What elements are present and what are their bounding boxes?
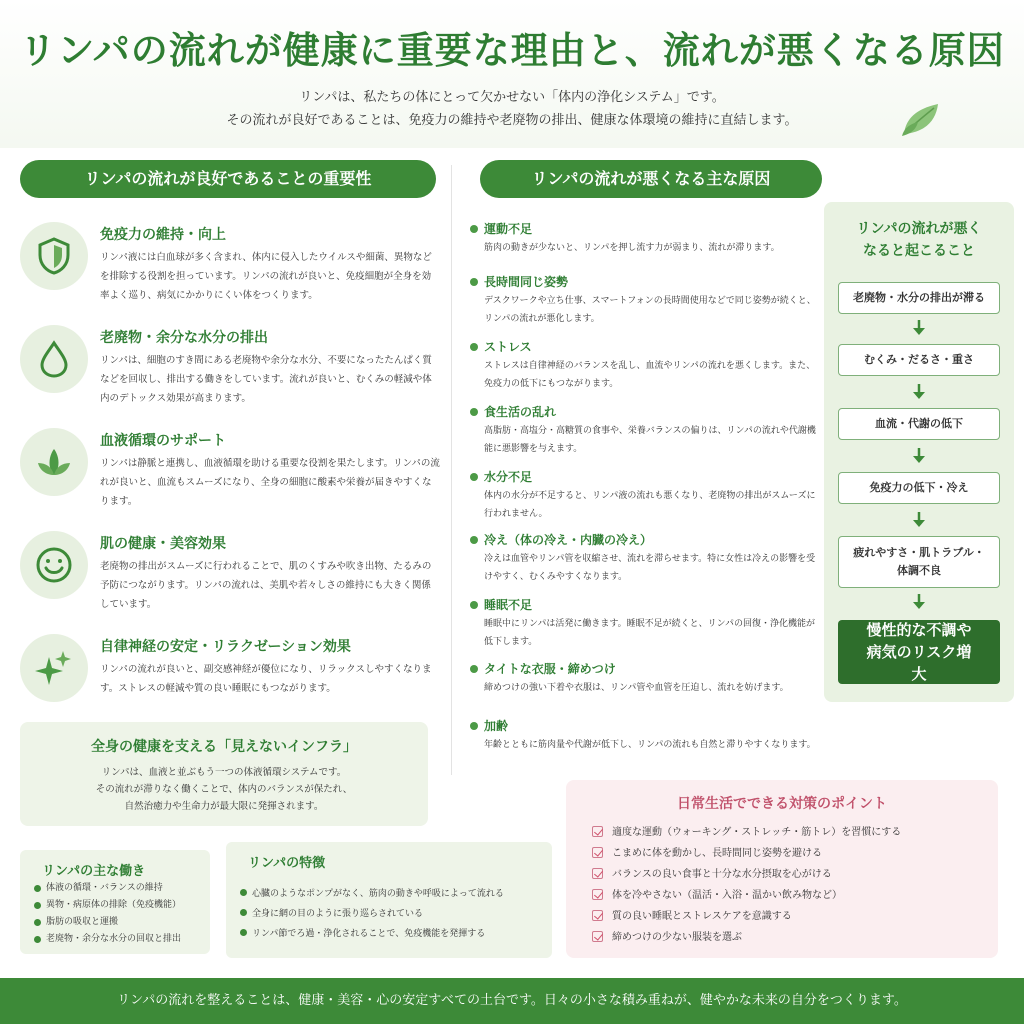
checkbox-icon [592,868,603,879]
tips-title: 日常生活でできる対策のポイント [677,796,887,812]
page-title: リンパの流れが健康に重要な理由と、流れが悪くなる原因 [19,28,1005,72]
flow-step: 免疫力の低下・冷え [838,472,1000,504]
benefit-item [20,222,440,312]
cause-desc: デスクワークや立ち仕事、スマートフォンの長時間使用などで同じ姿勢が続くと、リンパの流れが悪化します。 [484,296,816,324]
benefit-title: 自律神経の安定・リラクゼーション効果 [100,639,351,655]
cause-desc: 睡眠中にリンパは活発に働きます。睡眠不足が続くと、リンパの回復・浄化機能が低下します。 [484,619,816,647]
list-item: 脂肪の吸収と運搬 [34,914,181,931]
tip-item [592,906,901,927]
checkbox-icon [592,910,603,921]
tip-item [592,885,901,906]
infra-desc [20,764,428,815]
bullet-dot [470,536,478,544]
benefit-item [20,531,440,621]
cause-title: タイトな衣服・締めつけ [484,662,616,676]
leaf-icon [20,428,88,496]
sparkle-icon [20,634,88,702]
cause-title: ストレス [484,340,532,354]
cause-title: 運動不足 [484,222,533,236]
cause-title: 食生活の乱れ [484,405,557,419]
arrow-down-icon [912,594,926,610]
cause-desc: 体内の水分が不足すると、リンパ液の流れも悪くなり、老廃物の排出がスムーズに行われません。 [484,491,816,519]
list-item: 異物・病原体の排除（免疫機能） [34,897,181,914]
intro-line-2: その流れが良好であることは、免疫力の維持や老廃物の排出、健康な体環境の維持に直結します。 [226,113,798,128]
tip-text: バランスの良い食事と十分な水分摂取を心がける [612,869,832,880]
intro-text [0,86,1024,132]
bullet-dot [470,665,478,673]
smile-icon [20,531,88,599]
checkbox-icon [592,847,603,858]
list-item: 老廃物・余分な水分の回収と排出 [34,931,181,948]
arrow-down-icon [912,320,926,336]
benefit-desc: 老廃物の排出がスムーズに行われることで、肌のくすみや吹き出物、たるみの予防につながります。リンパの流れは、美肌や若々しさの維持にも大きく関係しています。 [100,561,432,610]
benefit-title: 血液循環のサポート [100,433,226,449]
tips-box [566,780,998,958]
column-divider [451,165,452,775]
tip-item [592,843,901,864]
infra-box [20,722,428,826]
list-item: 体液の循環・バランスの維持 [34,880,181,897]
tip-item [592,822,901,843]
arrow-down-icon [912,512,926,528]
infra-title: 全身の健康を支える「見えないインフラ」 [91,739,357,755]
cause-desc: 締めつけの強い下着や衣服は、リンパ管や血管を圧迫し、流れを妨げます。 [484,683,789,693]
cause-desc: 冷えは血管やリンパ管を収縮させ、流れを滞らせます。特に女性は冷えの影響を受けやすく、むくみやすくなります。 [484,554,816,582]
tip-item [592,927,901,948]
benefit-desc: リンパの流れが良いと、副交感神経が優位になり、リラックスしやすくなります。ストレスの軽減や質の良い睡眠にもつながります。 [100,664,432,694]
tip-text: 体を冷やさない（温活・入浴・温かい飲み物など） [612,890,842,901]
bullet-dot [470,278,478,286]
cause-desc: 年齢とともに筋肉量や代謝が低下し、リンパの流れも自然と滞りやすくなります。 [484,740,816,750]
lymph-features-box [226,842,552,958]
footer-banner: リンパの流れを整えることは、健康・美容・心の安定すべての土台です。日々の小さな積み重ねが、健やかな未来の自分をつくります。 [0,978,1024,1024]
infra-line: リンパは、血液と並ぶもう一つの体液循環システムです。 [101,767,347,778]
functions-title: リンパの主な働き [42,864,146,879]
checkbox-icon [592,889,603,900]
features-list [240,884,504,944]
benefit-item [20,325,440,415]
tip-text: 適度な運動（ウォーキング・ストレッチ・筋トレ）を習慣にする [612,827,902,838]
list-item: リンパ節でろ過・浄化されることで、免疫機能を発揮する [240,924,504,944]
features-title: リンパの特徴 [248,856,326,871]
infra-line: 自然治癒力や生命力が最大限に発揮されます。 [124,801,324,812]
benefit-desc: リンパ液には白血球が多く含まれ、体内に侵入したウイルスや細菌、異物などを排除する役割を担っています。リンパの流れが良いと、免疫細胞が全身を効率よく巡り、病気にかかりにくい体をつくります。 [100,252,432,301]
flow-final-outcome: 慢性的な不調や病気のリスク増大 [838,620,1000,684]
consequence-flow-panel [824,202,1014,702]
flow-step: 血流・代謝の低下 [838,408,1000,440]
benefit-title: 免疫力の維持・向上 [100,227,226,243]
water-drop-icon [20,325,88,393]
benefit-title: 肌の健康・美容効果 [100,536,226,552]
cause-desc: 筋肉の動きが少ないと、リンパを押し流す力が弱まり、流れが滞ります。 [484,243,780,253]
cause-title: 冷え（体の冷え・内臓の冷え） [484,533,653,547]
tip-text: こまめに体を動かし、長時間同じ姿勢を避ける [612,848,822,859]
bullet-dot [470,225,478,233]
benefit-title: 老廃物・余分な水分の排出 [100,330,268,346]
benefit-item [20,428,440,518]
functions-list [34,880,181,948]
cause-desc: 高脂肪・高塩分・高糖質の食事や、栄養バランスの偏りは、リンパの流れや代謝機能に悪影響を与えます。 [484,426,816,454]
bullet-dot [470,601,478,609]
leaf-decoration-icon [900,98,942,138]
cause-title: 加齢 [484,719,509,733]
causes-heading: リンパの流れが悪くなる主な原因 [480,160,822,198]
shield-icon [20,222,88,290]
importance-heading: リンパの流れが良好であることの重要性 [20,160,436,198]
infra-line: その流れが滞りなく働くことで、体内のバランスが保たれ、 [95,784,353,795]
list-item: 心臓のようなポンプがなく、筋肉の動きや呼吸によって流れる [240,884,504,904]
tip-text: 質の良い睡眠とストレスケアを意識する [612,911,792,922]
flow-step: むくみ・だるさ・重さ [838,344,1000,376]
bullet-dot [470,343,478,351]
tips-list [592,822,901,948]
cause-title: 長時間同じ姿勢 [484,275,569,289]
benefit-item [20,634,440,714]
checkbox-icon [592,826,603,837]
tip-text: 締めつけの少ない服装を選ぶ [612,932,742,943]
cause-title: 水分不足 [484,470,533,484]
intro-line-1: リンパは、私たちの体にとって欠かせない「体内の浄化システム」です。 [299,90,725,105]
benefit-desc: リンパは、細胞のすき間にある老廃物や余分な水分、不要になったたんぱく質などを回収し、排出する働きをしています。流れが良いと、むくみの軽減や体内のデトックス効果が高まります。 [100,355,432,404]
cause-title: 睡眠不足 [484,598,533,612]
lymph-functions-box [20,850,210,954]
cause-desc: ストレスは自律神経のバランスを乱し、血流やリンパの流れを悪くします。また、免疫力の低下にもつながります。 [484,361,816,389]
flow-step: 老廃物・水分の排出が滞る [838,282,1000,314]
arrow-down-icon [912,384,926,400]
list-item: 全身に網の目のように張り巡らされている [240,904,504,924]
arrow-down-icon [912,448,926,464]
flow-step: 疲れやすさ・肌トラブル・体調不良 [838,536,1000,588]
bullet-dot [470,408,478,416]
checkbox-icon [592,931,603,942]
benefit-desc: リンパは静脈と連携し、血液循環を助ける重要な役割を果たします。リンパの流れが良いと、血流もスムーズになり、全身の細胞に酸素や栄養が届きやすくなります。 [100,458,440,507]
bullet-dot [470,473,478,481]
tip-item [592,864,901,885]
flow-title: リンパの流れが悪くなると起こること [856,221,982,259]
bullet-dot [470,722,478,730]
